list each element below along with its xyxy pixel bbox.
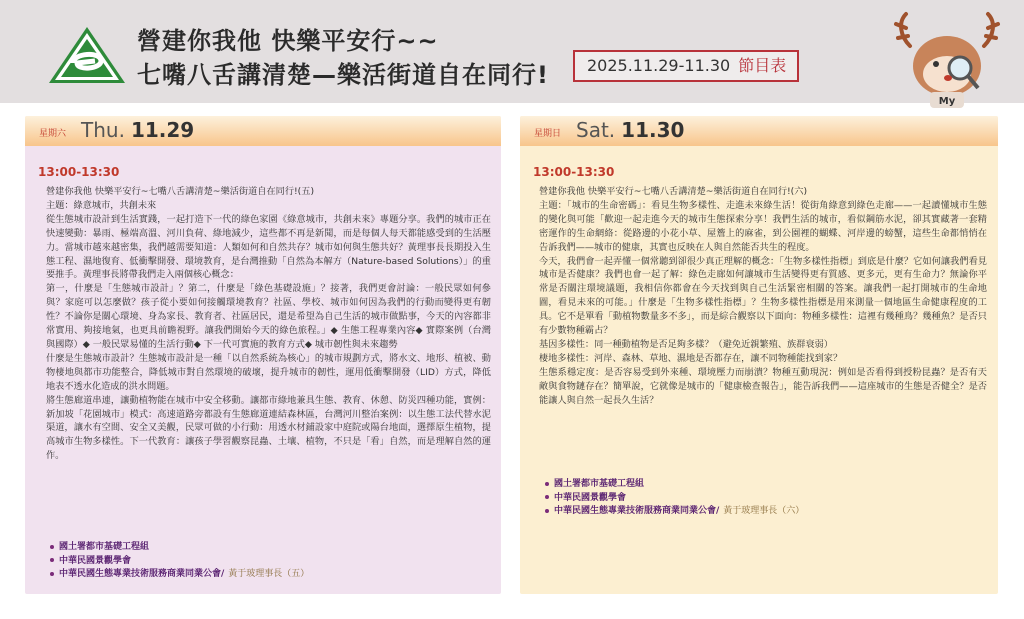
paragraph: 主題：「城市的生命密碼」：看見生物多樣性、走進未來綠生活！從街角綠意到綠色走廊——一起讀懂城市生態的變化與可能「歡迎一起走進今天的城市生態探索分享！我們生活的城市，看似鋼筋水泥，卻其實藏著一套精密運作的生命網絡：從路邊的小花小草、屋簷上的麻雀，到公園裡的蝴蝶、河岸邊的螃蟹，這些生命都悄悄在告訴我們——城市的健康，其實也反映在人與自然能否共生的程度。	[539, 199, 987, 253]
organizer-list	[545, 478, 804, 519]
list-item: 中華民國生態專業技術服務商業同業公會/ 黃于玻理事長（五）	[50, 568, 309, 582]
day-en: Thu.	[81, 118, 125, 142]
day-label	[81, 118, 194, 142]
day-label	[576, 118, 684, 142]
day-header	[520, 116, 998, 146]
day-date: 11.29	[130, 118, 195, 142]
page-title-line1: 營建你我他 快樂平安行~~	[137, 27, 439, 55]
session-description	[46, 185, 491, 463]
paragraph: 棲地多樣性：河岸、森林、草地、濕地是否都存在，讓不同物種能找到家？	[539, 352, 843, 364]
program-label: 節目表	[738, 56, 787, 75]
bullet-icon	[545, 482, 549, 486]
day-date: 11.30	[621, 118, 685, 142]
list-item: 中華民國生態專業技術服務商業同業公會/ 黃于玻理事長（六）	[545, 505, 804, 519]
paragraph: 什麼是生態城市設計？生態城市設計是一種「以自然系統為核心」的城市規劃方式，將水文、地形、植被、動物棲地與都市功能整合，降低城市對自然環境的破壞，提升城市的韌性，運用低衝擊開發（LID）方式，降低地表不透水化造成的洪水問題。	[46, 352, 491, 392]
session-time: 13:00-13:30	[533, 165, 615, 179]
paragraph: 基因多樣性：同一種動植物是否足夠多樣？（避免近親繁殖、族群衰弱）	[539, 338, 833, 350]
day-panel-1130	[520, 116, 998, 594]
bullet-icon	[50, 545, 54, 549]
weekday-label: 星期六	[39, 129, 67, 139]
session-time: 13:00-13:30	[38, 165, 120, 179]
speaker-name: 黃于玻理事長（六）	[723, 506, 805, 516]
list-item: 中華民國景觀學會	[545, 492, 804, 506]
logo-icon	[47, 25, 127, 85]
mascot-badge: My	[938, 96, 956, 107]
header-banner	[0, 0, 1024, 107]
paragraph: 生態系穩定度：是否容易受到外來種、環境壓力而崩潰？物種互動現況：例如是否看得到授粉昆蟲？是否有天敵與食物鏈存在？簡單說，它就像是城市的「健康檢查報告」，能告訴我們——這座城市的生態是否健全？是否能讓人與自然一起長久生活？	[539, 366, 987, 406]
date-range-box	[573, 50, 799, 82]
weekday-label: 星期日	[534, 129, 562, 139]
bullet-icon	[545, 495, 549, 499]
paragraph: 主題：綠意城市，共創未來	[46, 199, 157, 211]
paragraph: 第一，什麼是「生態城市設計」？第二，什麼是「綠色基礎設施」？接著，我們更會討論：一般民眾如何參與？家庭可以怎麼做？孩子從小要如何接觸環境教育？社區、學校、城市如何因為我們的行動而變得更有韌性？不論你是關心環境、身為家長、教育者、社區居民，還是希望為自己生活的城市做點事，今天的內容都非常實用、夠接地氣，也更具前瞻視野。讓我們開始今天的綠色旅程。」◆ 生態工程專業內容◆ 實際案例（台灣與國際）◆ 一般民眾易懂的生活行動◆ 下一代可實施的教育方式◆ 城市韌性與未來趨勢	[46, 283, 491, 350]
date-range: 2025.11.29-11.30	[587, 56, 731, 75]
day-header	[25, 116, 501, 146]
organizer-list	[50, 541, 309, 582]
paragraph: 從生態城市設計到生活實踐，一起打造下一代的綠色家園《綠意城市，共創未來》專題分享。我們的城市正在快速變動：暴雨、極端高溫、河川負荷、綠地減少，這些都不再是新聞，而是每個人每天都能感受到的生活壓力。當城市越來越密集，我們越需要知道：人類如何和自然共存？城市如何與生態共好？黃理事長長期投入生態工程、濕地復育、低衝擊開發、環境教育，是台灣推動「自然為本解方（Nature-based Solutions）」的重要推手。黃理事長將帶我們走入兩個核心概念：	[46, 213, 491, 281]
deer-mascot-icon	[892, 8, 1002, 108]
bullet-icon	[545, 509, 549, 513]
list-item: 國土署都市基礎工程組	[50, 541, 309, 555]
paragraph: 營建你我他 快樂平安行~七嘴八舌講清楚~樂活街道自在同行!(六)	[539, 186, 808, 197]
session-description	[539, 185, 987, 408]
list-item: 中華民國景觀學會	[50, 555, 309, 569]
speaker-name: 黃于玻理事長（五）	[228, 569, 310, 579]
list-item: 國土署都市基礎工程組	[545, 478, 804, 492]
bullet-icon	[50, 572, 54, 576]
paragraph: 今天，我們會一起弄懂一個常聽到卻很少真正理解的概念：「生物多樣性指標」到底是什麼？它如何讓我們看見城市是否健康？我們也會一起了解：綠色走廊如何讓城市生活變得更有質感、更多元，更有生命力？無論你平常是否關注環境議題，我相信你都會在今天找到與自己生活緊密相關的答案。讓我們一起打開城市的生命地圖，看見未來的可能。」什麼是「生物多樣性指標」？生物多樣性指標是用來測量一個地區生命健康程度的工具。它不是單看「動植物數量多不多」，而是綜合觀察以下面向：物種多樣性：這裡有幾種鳥？幾種魚？是否只有少數物種霸占？	[539, 255, 987, 337]
day-en: Sat.	[576, 118, 616, 142]
paragraph: 將生態廊道串連，讓動植物能在城市中安全移動。讓都市綠地兼具生態、教育、休憩、防災四種功能，實例：新加坡「花園城市」模式：高速道路旁都設有生態廊道連結森林區，台灣河川整治案例：以生態工法代替水泥渠道，讓水有空間、安全又美觀，民眾可做的小行動：用透水材鋪設家中庭院或陽台地面，選擇原生植物，提高城市生物多樣性。下一代教育：讓孩子學習觀察昆蟲、土壤、植物，不只是「看」自然，而是理解自然的運作。	[46, 394, 491, 462]
paragraph: 營建你我他 快樂平安行~七嘴八舌講清楚~樂活街道自在同行!(五)	[46, 186, 315, 197]
bullet-icon	[50, 558, 54, 562]
page-title-line2: 七嘴八舌講清楚—樂活街道自在同行!	[137, 61, 549, 89]
day-panel-1129	[25, 116, 501, 594]
